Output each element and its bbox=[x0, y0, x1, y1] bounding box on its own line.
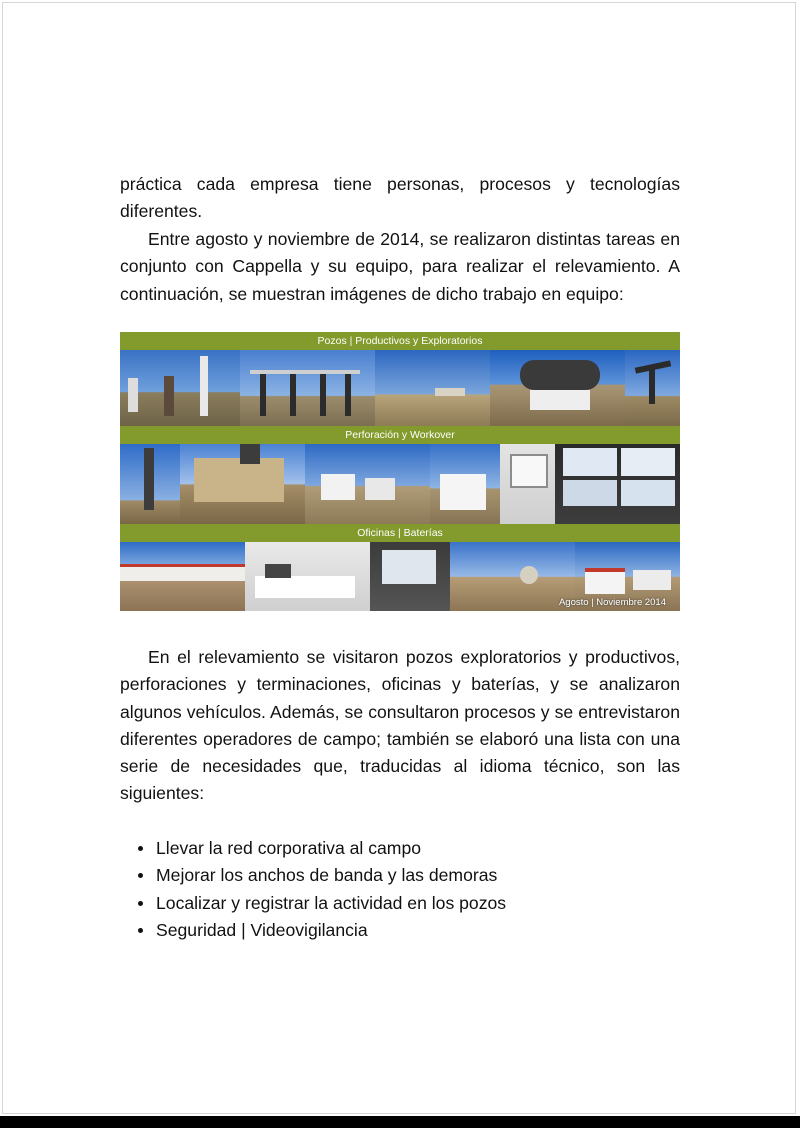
list-item: Localizar y registrar la actividad en los pozos bbox=[136, 890, 676, 917]
photo-rig-floor bbox=[180, 444, 305, 524]
photo-desert-site bbox=[375, 350, 490, 426]
photo-well-site bbox=[120, 350, 240, 426]
needs-list bbox=[136, 835, 676, 944]
collage-date-caption: Agosto | Noviembre 2014 bbox=[558, 597, 666, 608]
collage-section-title: Oficinas | Baterías bbox=[120, 524, 680, 542]
list-item: Llevar la red corporativa al campo bbox=[136, 835, 676, 862]
list-item: Seguridad | Videovigilancia bbox=[136, 917, 676, 944]
photo-row-drilling bbox=[120, 444, 680, 524]
photo-office-modules bbox=[120, 542, 245, 611]
photo-operator-screen bbox=[370, 542, 450, 611]
photo-office-interior bbox=[245, 542, 370, 611]
photo-row-offices bbox=[120, 542, 680, 611]
paragraph-survey-dates: Entre agosto y noviembre de 2014, se realizaron distintas tareas en conjunto con Cappella y su equipo, para realizar el relevamiento. A continuación, se muestran imágenes de dicho trabajo en equipo: bbox=[120, 229, 680, 304]
paragraph-survey-findings: En el relevamiento se visitaron pozos exploratorios y productivos, perforaciones y terminaciones, oficinas y baterías, y se analizaron algunos vehículos. Además, se consultaron procesos y se entrevistaron diferentes operadores de campo; también se elaboró una lista con una serie de necesidades que, traducidas al idioma técnico, son las siguientes: bbox=[120, 647, 680, 804]
collage-section-title: Pozos | Productivos y Exploratorios bbox=[120, 332, 680, 350]
collage-section-title: Perforación y Workover bbox=[120, 426, 680, 444]
photo-control-room bbox=[500, 444, 555, 524]
photo-drilling-rig bbox=[120, 444, 180, 524]
photo-monitoring-screens bbox=[555, 444, 680, 524]
photo-battery-site bbox=[450, 542, 575, 611]
photo-row-wells bbox=[120, 350, 680, 426]
photo-collage bbox=[120, 332, 680, 611]
photo-pumpjack bbox=[625, 350, 680, 426]
photo-trailer bbox=[430, 444, 500, 524]
paragraph-intro: práctica cada empresa tiene personas, procesos y tecnologías diferentes. bbox=[120, 174, 680, 222]
photo-separator-unit bbox=[490, 350, 625, 426]
photo-wellhead-manifold bbox=[240, 350, 375, 426]
photo-workover-camp bbox=[305, 444, 430, 524]
list-item: Mejorar los anchos de banda y las demoras bbox=[136, 862, 676, 889]
bottom-bar bbox=[0, 1116, 800, 1128]
